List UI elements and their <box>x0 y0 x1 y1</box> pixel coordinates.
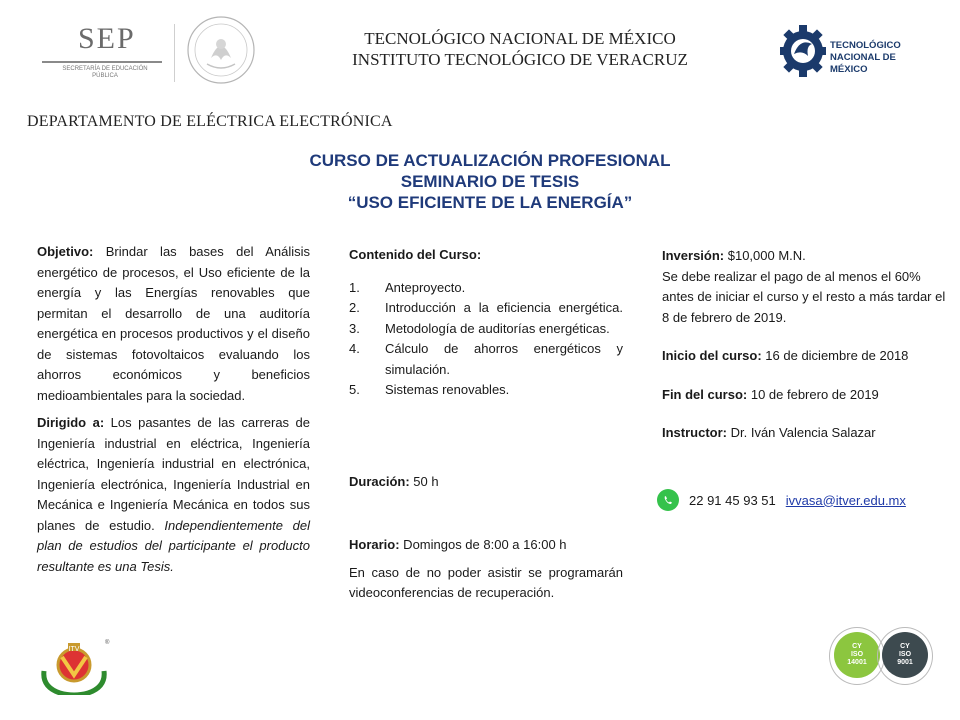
list-item <box>349 339 623 380</box>
list-item-text: Cálculo de ahorros energéticos y simulación. <box>385 341 623 377</box>
list-item-number: 5. <box>349 382 360 397</box>
list-item-text: Introducción a la eficiencia energética. <box>385 300 623 315</box>
objective-text: Brindar las bases del Análisis energético de procesos, el Uso eficiente de la energía y las Energías renovables que permitan el desarrollo de una auditoría energética en procesos productivos y el diseño de sistemas fotovoltaicos evaluando los ahorros económicos y beneficios medioambientales para la sociedad. <box>37 244 310 403</box>
sep-logo-subtitle: SECRETARÍA DE EDUCACIÓN PÚBLICA <box>62 66 148 79</box>
investment <box>662 246 947 328</box>
schedule-line <box>349 535 623 556</box>
list-item <box>349 380 623 401</box>
contents-list <box>349 278 623 401</box>
email-link[interactable]: ivvasa@itver.edu.mx <box>785 492 906 508</box>
list-item-number: 1. <box>349 279 360 295</box>
list-item <box>349 278 623 299</box>
investment-label: Inversión: <box>662 248 725 263</box>
itv-logo-icon <box>38 635 110 695</box>
iso-9001-badge <box>882 632 928 678</box>
investment-value: $10,000 M.N. <box>724 248 806 263</box>
objective-paragraph <box>37 242 310 406</box>
institution-line-1: TECNOLÓGICO NACIONAL DE MÉXICO <box>364 29 676 48</box>
duration-value: 50 h <box>409 474 439 489</box>
instructor-label: Instructor: <box>662 425 727 440</box>
itv-logo-text: ITV <box>68 646 80 653</box>
gear-icon <box>780 20 826 82</box>
right-column <box>662 246 947 462</box>
tecnm-logo <box>780 18 930 88</box>
course-title-line-1: CURSO DE ACTUALIZACIÓN PROFESIONAL <box>309 151 671 170</box>
duration <box>349 472 623 493</box>
tecnm-line-2: NACIONAL DE MÉXICO <box>830 52 896 75</box>
institution-line-2: INSTITUTO TECNOLÓGICO DE VERACRUZ <box>352 50 688 69</box>
audience-paragraph <box>37 413 310 577</box>
iso-14001-mid: ISO <box>850 651 864 658</box>
left-column <box>37 242 310 584</box>
institution-heading <box>300 28 740 70</box>
list-item <box>349 319 623 340</box>
tecnm-line-1: TECNOLÓGICO <box>830 40 901 51</box>
audience-label: Dirigido a: <box>37 415 105 430</box>
course-title-line-2: SEMINARIO DE TESIS <box>400 172 580 191</box>
start-value: 16 de diciembre de 2018 <box>761 348 909 363</box>
iso-9001-mid: ISO <box>898 651 912 658</box>
iso-9001-number: 9001 <box>897 659 913 666</box>
whatsapp-icon <box>657 489 679 511</box>
list-item-number: 3. <box>349 320 360 336</box>
list-item-text: Metodología de auditorías energéticas. <box>385 320 610 336</box>
svg-text:®: ® <box>105 640 110 646</box>
instructor-value: Dr. Iván Valencia Salazar <box>727 425 876 440</box>
duration-label: Duración: <box>349 474 410 489</box>
schedule <box>349 535 623 604</box>
logo-divider <box>174 24 175 82</box>
mexico-seal-icon <box>185 14 257 86</box>
sep-logo-word: SEP <box>78 22 136 55</box>
list-item-text: Sistemas renovables. <box>385 382 510 397</box>
schedule-note: En caso de no poder asistir se programarán videoconferencias de recuperación. <box>349 564 623 600</box>
objective-label: Objetivo: <box>37 244 94 259</box>
end-date <box>662 385 947 406</box>
end-value: 10 de febrero de 2019 <box>747 386 879 402</box>
audience-text: Los pasantes de las carreras de Ingeniería industrial en eléctrica, Ingeniería eléctrica, Ingeniería industrial en electrónica, Ingeniería electrónica, Ingeniería Industrial en Mecánica e Ingeniería Mecánica en todos sus planes de estudio. <box>37 415 311 533</box>
investment-note: Se debe realizar el pago de al menos el 60% antes de iniciar el curso y el resto a más tardar el 8 de febrero de 2019. <box>662 268 946 325</box>
contact-info <box>657 489 906 511</box>
iso-14001-number: 14001 <box>847 659 867 666</box>
list-item-number: 4. <box>349 341 360 356</box>
department-heading: DEPARTAMENTO DE ELÉCTRICA ELECTRÓNICA <box>27 113 393 130</box>
contents-label: Contenido del Curso: <box>349 247 482 262</box>
list-item-number: 2. <box>349 300 360 315</box>
course-title <box>230 150 750 213</box>
schedule-value: Domingos de 8:00 a 16:00 h <box>399 537 567 552</box>
sep-logo <box>38 22 166 84</box>
sep-logo-rule <box>42 61 162 63</box>
start-label: Inicio del curso: <box>662 348 762 363</box>
iso-9001-top: CY <box>900 643 910 650</box>
list-item-text: Anteproyecto. <box>385 279 466 295</box>
middle-column <box>349 245 623 401</box>
instructor <box>662 423 947 444</box>
start-date <box>662 346 947 367</box>
list-item <box>349 298 623 319</box>
audience-italic-note: Independientemente del plan de estudios del participante el producto resultante es una Tesis. <box>37 517 310 574</box>
course-title-line-3: “USO EFICIENTE DE LA ENERGÍA” <box>347 193 633 212</box>
iso-14001-top: CY <box>852 643 862 650</box>
iso-14001-badge <box>834 632 880 678</box>
tecnm-logo-text <box>830 40 930 76</box>
phone-number: 22 91 45 93 51 <box>689 492 776 508</box>
end-label: Fin del curso: <box>662 386 748 402</box>
schedule-label: Horario: <box>349 537 400 552</box>
